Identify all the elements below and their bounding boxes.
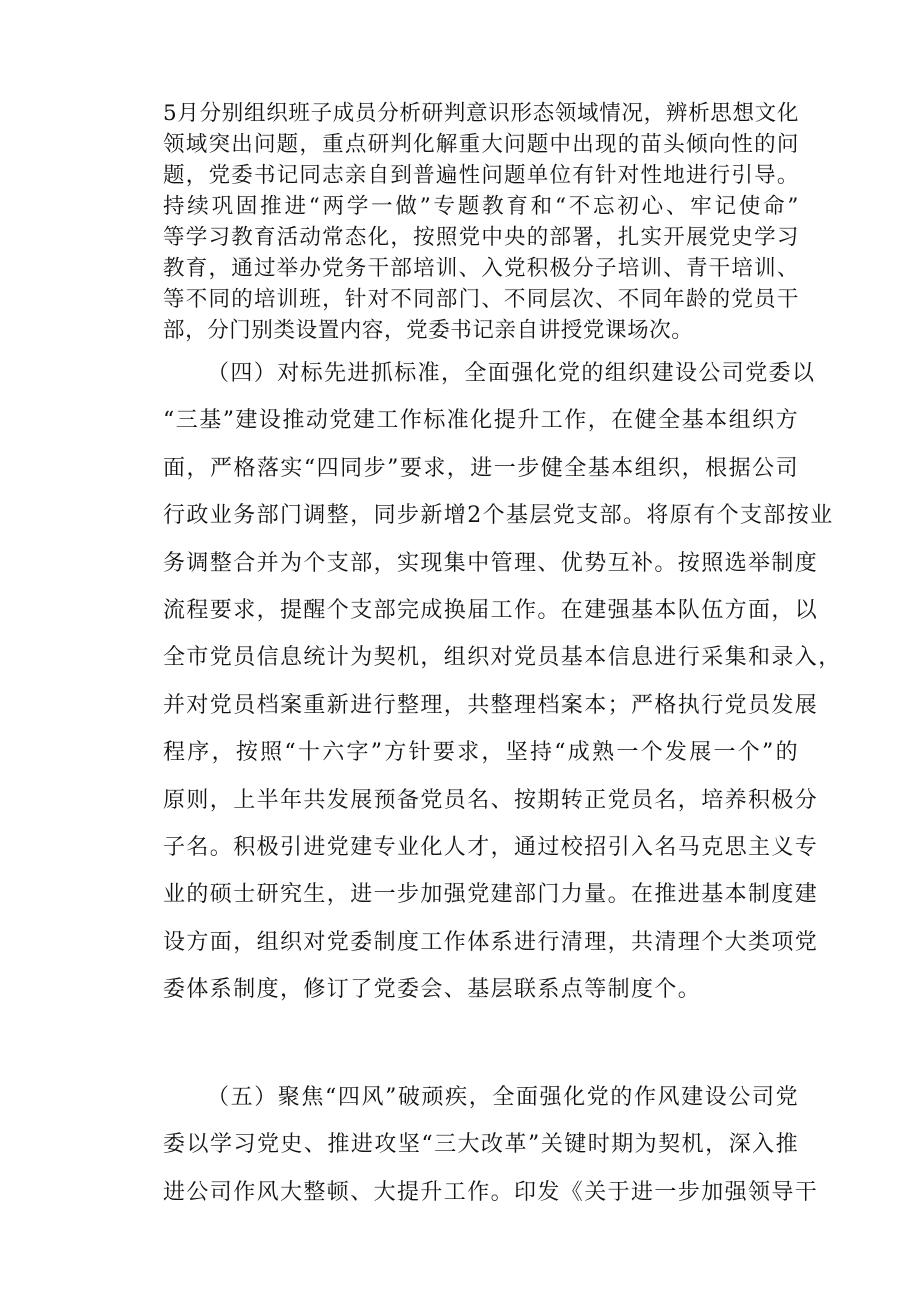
section-four-paragraph [163, 350, 842, 1013]
text-line: 程序，按照“十六字”方针要求，坚持“成熟一个发展一个”的 [163, 740, 799, 766]
text-line: 委以学习党史、推进攻坚“三大改革”关键时期为契机，深入推 [163, 1132, 799, 1158]
text-line: 题，党委书记同志亲自到普遍性问题单位有针对性地进行引导。 [163, 163, 799, 188]
text-line: 等不同的培训班，针对不同部门、不同层次、不同年龄的党员干 [163, 287, 799, 312]
text-line: 等学习教育活动常态化，按照党中央的部署，扎实开展党史学习 [163, 225, 799, 250]
text-line: 部，分门别类设置内容，党委书记亲自讲授党课场次。 [163, 318, 694, 343]
text-line: 务调整合并为个支部，实现集中管理、优势互补。按照选举制度 [163, 550, 819, 576]
text-line: 流程要求，提醒个支部完成换届工作。在建强基本队伍方面，以 [163, 597, 819, 623]
text-line: 原则，上半年共发展预备党员名、按期转正党员名，培养积极分 [163, 787, 819, 813]
intro-paragraph [163, 98, 799, 346]
text-line: 子名。积极引进党建专业化人才，通过校招引入名马克思主义专 [163, 834, 819, 860]
text-line: 设方面，组织对党委制度工作体系进行清理，共清理个大类项党 [163, 929, 819, 955]
text-line: 进公司作风大整顿、大提升工作。印发《关于进一步加强领导干 [163, 1179, 819, 1205]
text-line: 业的硕士研究生，进一步加强党建部门力量。在推进基本制度建 [163, 882, 819, 908]
text-line: 面，严格落实“四同步”要求，进一步健全基本组织，根据公司 [163, 455, 799, 481]
text-line: 5月分别组织班子成员分析研判意识形态领域情况，辨析思想文化 [163, 101, 799, 126]
text-line: 领域突出问题，重点研判化解重大问题中出现的苗头倾向性的问 [163, 132, 799, 157]
text-line: 全市党员信息统计为契机，组织对党员基本信息进行采集和录入， [163, 645, 842, 671]
text-line: 并对党员档案重新进行整理，共整理档案本；严格执行党员发展 [163, 692, 819, 718]
text-line: 教育，通过举办党务干部培训、入党积极分子培训、青干培训、 [163, 256, 799, 281]
text-line: “三基”建设推动党建工作标准化提升工作，在健全基本组织方 [163, 408, 799, 434]
text-line: （五）聚焦“四风”破顽疾，全面强化党的作风建设公司党 [207, 1085, 799, 1110]
text-line: 行政业务部门调整，同步新增2个基层党支部。将原有个支部按业 [163, 503, 834, 529]
section-five-paragraph [163, 1074, 819, 1216]
text-line: 委体系制度，修订了党委会、基层联系点等制度个。 [163, 977, 702, 1003]
text-line: 持续巩固推进“两学一做”专题教育和“不忘初心、牢记使命” [163, 194, 799, 219]
text-line: （四）对标先进抓标准，全面强化党的组织建设公司党委以 [207, 361, 816, 386]
